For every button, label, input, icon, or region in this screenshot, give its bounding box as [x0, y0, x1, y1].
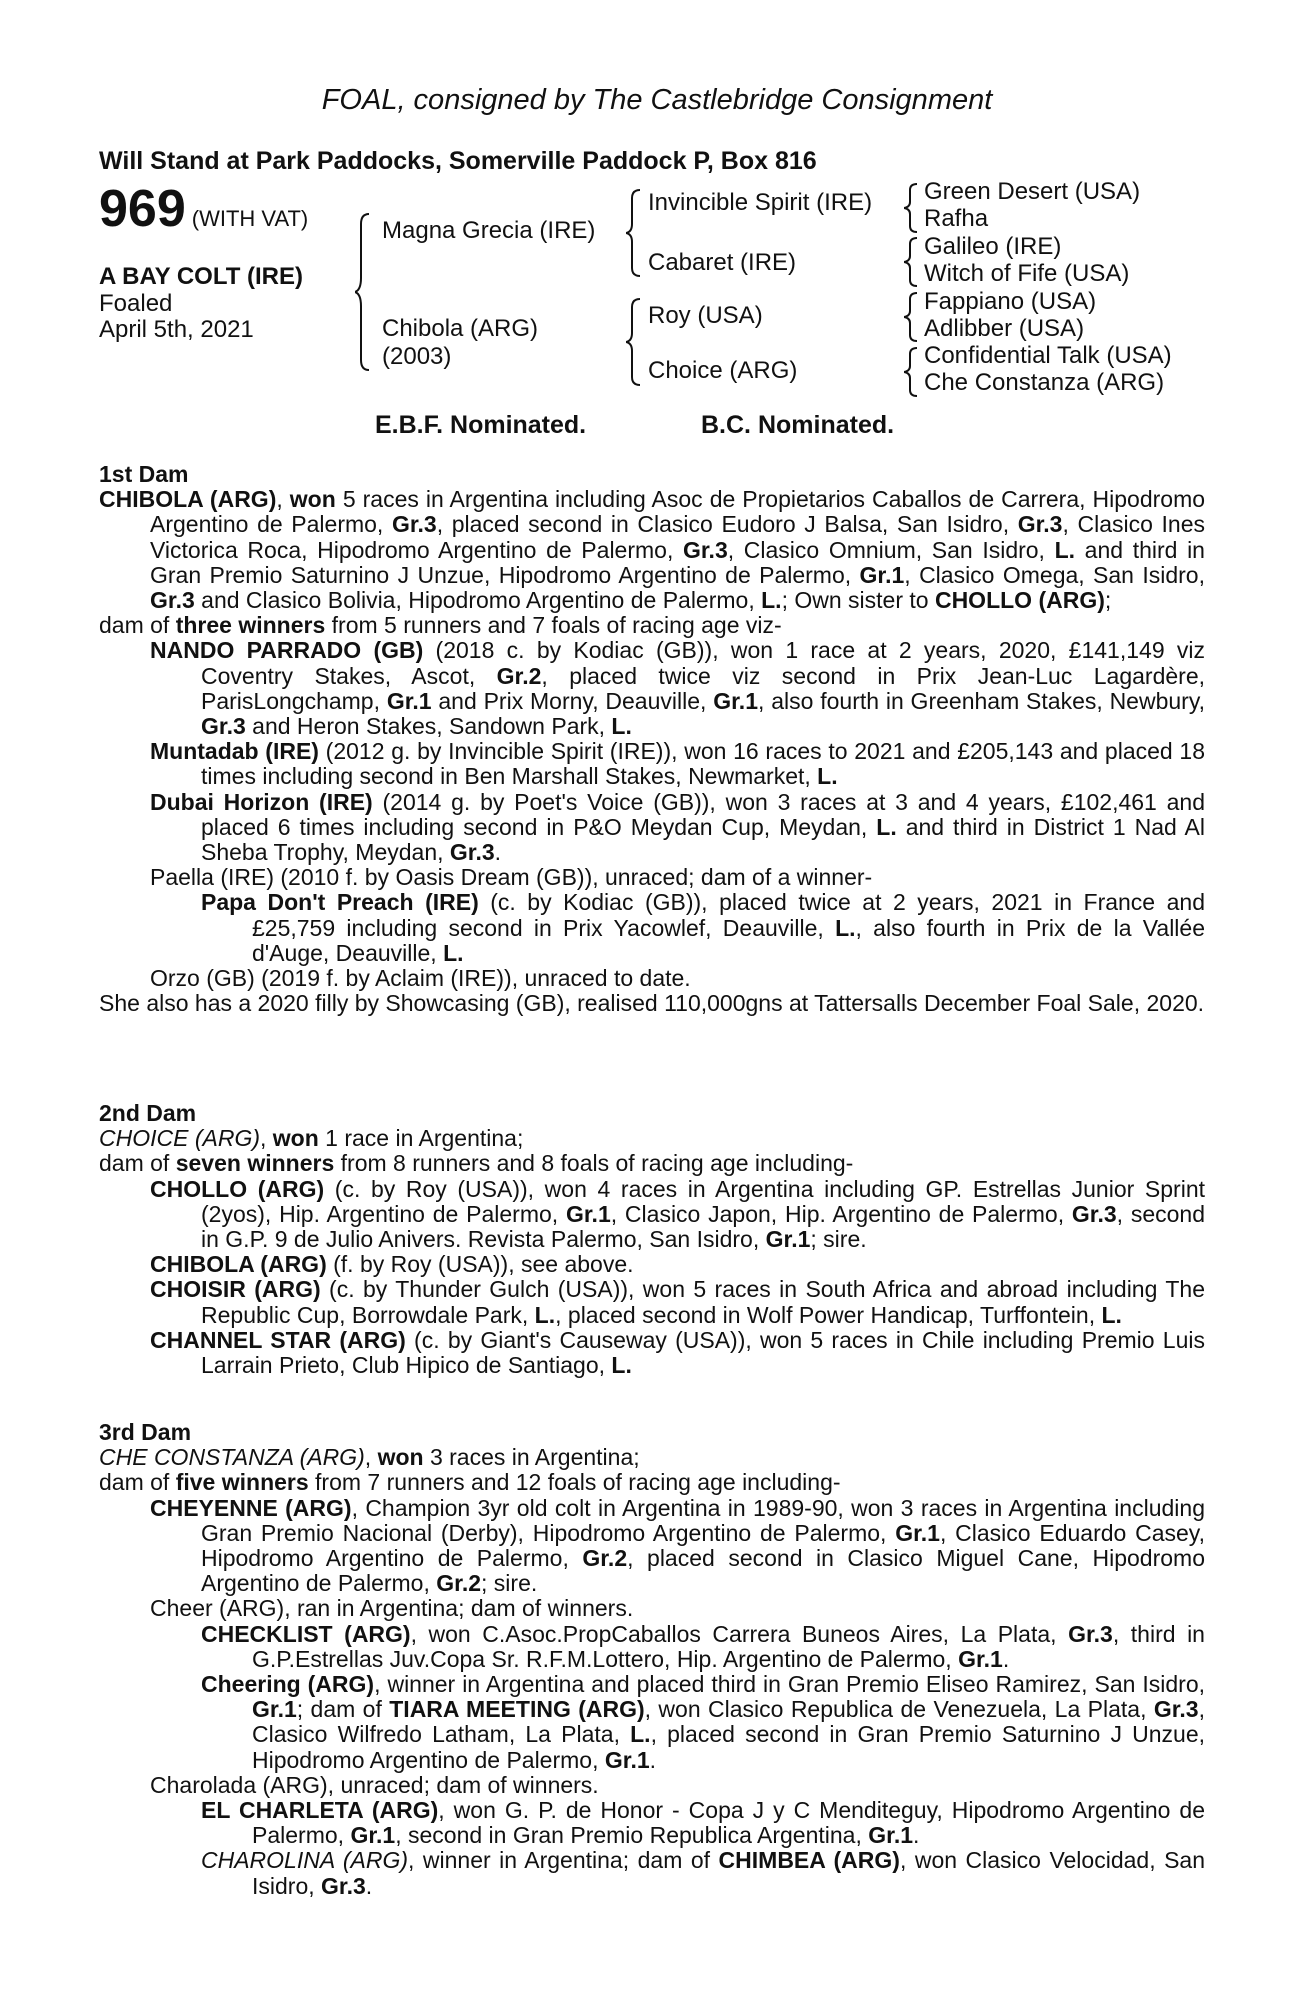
text-run: from 8 runners and 8 foals of racing age including-	[334, 1150, 854, 1177]
text-run: and Prix Morny, Deauville,	[431, 687, 714, 714]
stand-location: Will Stand at Park Paddocks, Somerville Paddock P, Box 816	[99, 147, 817, 175]
pedigree-brace-g3	[904, 291, 920, 343]
text-run: from 7 runners and 12 foals of racing age including-	[308, 1469, 841, 1496]
text-run: , also fourth in Greenham Stakes, Newbury,	[758, 687, 1206, 714]
bold-run: Gr.1	[859, 561, 905, 588]
section-heading: 1st Dam	[99, 461, 189, 487]
text-run: , second in G.P. 9 de Julio Anivers. Revista Palermo, San Isidro,	[201, 1200, 1206, 1253]
bold-run: Gr.1	[565, 1200, 611, 1227]
bold-run: CHIBOLA (ARG)	[99, 486, 277, 513]
text-run: 3 races in Argentina;	[423, 1444, 640, 1471]
pedigree-sire-dam: Cabaret (IRE)	[648, 249, 797, 276]
produce-entry	[99, 890, 1205, 966]
section-heading: 2nd Dam	[99, 1100, 197, 1126]
dam-summary	[99, 1126, 1205, 1151]
text-run: ; sire.	[481, 1570, 538, 1597]
bold-run: L.	[630, 1721, 651, 1748]
italic-run: CHOICE (ARG)	[99, 1125, 260, 1152]
bold-run: won	[289, 486, 336, 513]
text-run: , Clasico Wilfredo Latham, La Plata,	[252, 1696, 1205, 1748]
text-run: (2012 g. by Invincible Spirit (IRE)), won 16 races to 2021 and £205,143 and placed 18 times including second in Ben Marshall Stakes, Newmarket,	[201, 738, 1205, 790]
bold-run: Gr.1	[713, 687, 758, 714]
pedigree-g-sds: Galileo (IRE)	[924, 233, 1062, 260]
bold-run: Gr.1	[958, 1645, 1003, 1672]
text-run: .	[1002, 1645, 1010, 1672]
text-run: Charolada (ARG), unraced; dam of winners.	[150, 1771, 599, 1798]
pedigree-brace-g1	[904, 182, 920, 234]
text-run: .	[365, 1872, 373, 1899]
lot-number: 969	[99, 180, 186, 238]
text-run: Paella (IRE) (2010 f. by Oasis Dream (GB)), unraced; dam of a winner-	[150, 864, 873, 891]
pedigree-dam-year: (2003)	[382, 343, 452, 370]
additional-note	[99, 991, 1205, 1016]
bold-run: CHOLLO (ARG)	[934, 587, 1105, 614]
pedigree-brace-g4	[904, 346, 920, 398]
text-run: ,	[364, 1444, 378, 1471]
text-run: ,	[260, 1125, 273, 1152]
bold-run: CHEYENNE (ARG)	[150, 1494, 352, 1521]
bold-run: L.	[835, 914, 856, 941]
text-run: , Clasico Ines Victorica Roca, Hipodromo Argentino de Palermo,	[150, 511, 1205, 563]
text-run: from 5 runners and 7 foals of racing age viz-	[325, 612, 782, 639]
pedigree-sire: Magna Grecia (IRE)	[382, 217, 596, 244]
bold-run: won	[272, 1125, 319, 1152]
text-run: ,	[276, 486, 290, 513]
bold-run: L.	[534, 1301, 556, 1328]
produce-entry	[99, 638, 1205, 739]
pedigree-dam-sire: Roy (USA)	[648, 302, 763, 329]
produce-entry	[99, 1773, 1205, 1798]
bold-run: Gr.3	[321, 1872, 366, 1899]
bold-run: L.	[611, 713, 632, 740]
text-run: , placed second in Wolf Power Handicap, Turffontein,	[555, 1301, 1102, 1328]
produce-entry	[99, 1277, 1205, 1327]
lot-block	[99, 180, 309, 238]
text-run: , third in G.P.Estrellas Juv.Copa Sr. R.F.M.Lottero, Hip. Argentino de Palermo,	[252, 1620, 1205, 1672]
bold-run: Gr.2	[582, 1545, 628, 1572]
text-run: She also has a 2020 filly by Showcasing (GB), realised 110,000gns at Tattersalls December Foal Sale, 2020.	[99, 990, 1205, 1017]
pedigree-g-ddd: Che Constanza (ARG)	[924, 369, 1165, 396]
bold-run: Gr.1	[895, 1519, 940, 1546]
text-run: , won C.Asoc.PropCaballos Carrera Buneos Aires, La Plata,	[410, 1620, 1069, 1647]
vat-label: (WITH VAT)	[191, 206, 309, 231]
text-run: (c. by Kodiac (GB)), placed twice at 2 years, 2021 in France and £25,759 including second in Prix Yacowlef, Deauville,	[252, 889, 1205, 941]
pedigree-g-ssd: Rafha	[924, 205, 989, 232]
produce-entry	[99, 1177, 1205, 1253]
bold-run: Gr.3	[1153, 1696, 1199, 1723]
text-run: , placed second in Clasico Miguel Cane, Hipodromo Argentino de Palermo,	[201, 1545, 1205, 1597]
bold-run: Gr.1	[386, 687, 432, 714]
text-run: and third in Gran Premio Saturnino J Unzue, Hipodromo Argentino de Palermo,	[150, 536, 1205, 588]
bold-run: Gr.1	[604, 1746, 650, 1773]
text-run: dam of	[99, 612, 176, 639]
pedigree-g-dsd: Adlibber (USA)	[924, 315, 1085, 342]
text-run: , winner in Argentina and placed third in Gran Premio Eliseo Ramirez, San Isidro,	[374, 1671, 1206, 1698]
bold-run: Gr.3	[682, 536, 728, 563]
text-run: (2014 g. by Poet's Voice (GB)), won 3 races at 3 and 4 years, £102,461 and placed 6 times including second in P&O Meydan Cup, Meydan,	[201, 788, 1205, 840]
bold-run: L.	[443, 939, 464, 966]
text-run: dam of	[99, 1469, 176, 1496]
text-run: and Clasico Bolivia, Hipodromo Argentino de Palermo,	[194, 587, 762, 614]
text-run: ; Own sister to	[781, 587, 935, 614]
bold-run: CHIBOLA (ARG)	[150, 1251, 327, 1278]
pedigree-g-dds: Confidential Talk (USA)	[924, 342, 1172, 369]
produce-entry	[99, 1622, 1205, 1672]
text-run: , Champion 3yr old colt in Argentina in 1989-90, won 3 races in Argentina including Gran Premio Nacional (Derby), Hipodromo Argentino de Palermo,	[201, 1494, 1205, 1546]
text-run: 5 races in Argentina including Asoc de Propietarios Caballos de Carrera, Hipodromo Argentino de Palermo,	[150, 486, 1206, 538]
dam-of-line	[99, 1470, 1205, 1495]
produce-entry	[99, 1328, 1205, 1378]
bold-run: CHIMBEA (ARG)	[718, 1847, 900, 1874]
produce-entry	[99, 966, 1205, 991]
horse-description: A BAY COLT (IRE)	[99, 263, 304, 290]
bold-run: Gr.1	[350, 1822, 396, 1849]
bold-run: Gr.1	[765, 1226, 811, 1253]
dam-of-line	[99, 613, 1205, 638]
bold-run: Gr.3	[150, 587, 195, 614]
pedigree-sire-sire: Invincible Spirit (IRE)	[648, 189, 873, 216]
text-run: Orzo (GB) (2019 f. by Aclaim (IRE)), unraced to date.	[150, 965, 691, 992]
bold-run: L.	[1054, 536, 1076, 563]
bold-run: L.	[876, 813, 897, 840]
bold-run: three winners	[175, 612, 326, 639]
bold-run: Gr.1	[252, 1696, 297, 1723]
bold-run: Papa Don't Preach (IRE)	[201, 889, 479, 916]
text-run: , second in Gran Premio Republica Argentina,	[395, 1822, 869, 1849]
pedigree-brace-sire	[626, 188, 644, 278]
bold-run: Gr.3	[1071, 1200, 1117, 1227]
produce-entry	[99, 1496, 1205, 1597]
bold-run: L.	[611, 1352, 632, 1379]
produce-entry	[99, 739, 1205, 789]
bold-run: five winners	[175, 1469, 309, 1496]
bold-run: Gr.2	[496, 662, 542, 689]
text-run: , Clasico Omnium, San Isidro,	[727, 536, 1055, 563]
bold-run: Muntadab (IRE)	[150, 738, 319, 765]
text-run: , also fourth in Prix de la Vallée d'Auge, Deauville,	[252, 914, 1205, 966]
text-run: , won G. P. de Honor - Copa J y C Menditeguy, Hipodromo Argentino de Palermo,	[252, 1797, 1205, 1849]
bold-run: L.	[761, 587, 782, 614]
text-run: ; sire.	[810, 1226, 867, 1253]
foaled-date: April 5th, 2021	[99, 316, 254, 343]
text-run: , Clasico Japon, Hip. Argentino de Palermo,	[610, 1200, 1072, 1227]
bold-run: Gr.2	[436, 1570, 482, 1597]
italic-run: CHE CONSTANZA (ARG)	[99, 1444, 365, 1471]
text-run: , winner in Argentina; dam of	[408, 1847, 719, 1874]
produce-entry	[99, 790, 1205, 866]
ebf-nomination: E.B.F. Nominated.	[375, 411, 587, 439]
bold-run: Gr.3	[1068, 1620, 1113, 1647]
text-run: ;	[1104, 587, 1112, 614]
text-run: dam of	[99, 1150, 176, 1177]
produce-entry	[99, 1252, 1205, 1277]
second-dam-section	[99, 1101, 1205, 1378]
text-run: , Clasico Omega, San Isidro,	[904, 561, 1205, 588]
bold-run: Cheering (ARG)	[201, 1671, 375, 1698]
pedigree-dam-dam: Choice (ARG)	[648, 357, 798, 384]
text-run: 1 race in Argentina;	[318, 1125, 524, 1152]
text-run: (f. by Roy (USA)), see above.	[326, 1251, 634, 1278]
bold-run: Gr.3	[201, 713, 246, 740]
page-title: FOAL, consigned by The Castlebridge Consignment	[321, 84, 993, 116]
bold-run: won	[377, 1444, 424, 1471]
pedigree-g-sss: Green Desert (USA)	[924, 178, 1141, 205]
dam-of-line	[99, 1151, 1205, 1176]
bold-run: seven winners	[175, 1150, 335, 1177]
produce-entry	[99, 1798, 1205, 1848]
pedigree-g-sdd: Witch of Fife (USA)	[924, 260, 1130, 287]
foaled-label: Foaled	[99, 290, 173, 317]
bold-run: CHOISIR (ARG)	[150, 1276, 321, 1303]
text-run: Cheer (ARG), ran in Argentina; dam of winners.	[150, 1595, 634, 1622]
bold-run: CHECKLIST (ARG)	[201, 1620, 411, 1647]
bold-run: L.	[817, 763, 838, 790]
text-run: (c. by Giant's Causeway (USA)), won 5 races in Chile including Premio Luis Larrain Prieto, Club Hipico de Santiago,	[201, 1326, 1205, 1379]
bold-run: L.	[1101, 1301, 1122, 1328]
bold-run: Gr.1	[868, 1822, 914, 1849]
bold-run: CHOLLO (ARG)	[150, 1175, 325, 1202]
text-run: (c. by Thunder Gulch (USA)), won 5 races in South Africa and abroad including The Republic Cup, Borrowdale Park,	[201, 1276, 1205, 1328]
text-run: and third in District 1 Nad Al Sheba Trophy, Meydan,	[201, 813, 1205, 866]
text-run: , placed second in Clasico Eudoro J Balsa, San Isidro,	[436, 511, 1018, 538]
bold-run: Gr.3	[1017, 511, 1063, 538]
text-run: and Heron Stakes, Sandown Park,	[245, 713, 612, 740]
text-run: .	[494, 839, 502, 866]
bold-run: Gr.3	[449, 839, 495, 866]
produce-entry	[99, 1848, 1205, 1898]
text-run: (c. by Roy (USA)), won 4 races in Argentina including GP. Estrellas Junior Sprint (2yos), Hip. Argentino de Palermo,	[201, 1175, 1205, 1227]
text-run: .	[649, 1746, 657, 1773]
produce-entry	[99, 1596, 1205, 1621]
bold-run: NANDO PARRADO (GB)	[150, 637, 424, 664]
text-run: , won Clasico Republica de Venezuela, La Plata,	[644, 1696, 1154, 1723]
bold-run: CHANNEL STAR (ARG)	[150, 1326, 406, 1353]
pedigree-brace-g2	[904, 236, 920, 288]
dam-summary	[99, 1445, 1205, 1470]
text-run: ; dam of	[296, 1696, 390, 1723]
bold-run: EL CHARLETA (ARG)	[201, 1797, 439, 1824]
bold-run: Dubai Horizon (IRE)	[150, 788, 373, 815]
foaled-info	[99, 291, 254, 343]
first-dam-section	[99, 462, 1205, 1016]
bold-run: Gr.3	[391, 511, 437, 538]
text-run: , placed twice viz second in Prix Jean-Luc Lagardère, ParisLongchamp,	[201, 662, 1206, 714]
bc-nomination: B.C. Nominated.	[701, 411, 895, 439]
bold-run: TIARA MEETING (ARG)	[389, 1696, 645, 1723]
text-run: , placed second in Gran Premio Saturnino J Unzue, Hipodromo Argentino de Palermo,	[252, 1721, 1205, 1773]
dam-summary	[99, 487, 1205, 613]
produce-entry	[99, 865, 1205, 890]
text-run: (2018 c. by Kodiac (GB)), won 1 race at 2 years, 2020, £141,149 viz Coventry Stakes, Ascot,	[201, 637, 1205, 689]
third-dam-section	[99, 1420, 1205, 1899]
text-run: , Clasico Eduardo Casey, Hipodromo Argentino de Palermo,	[201, 1519, 1205, 1572]
text-run: .	[913, 1822, 920, 1849]
italic-run: CHAROLINA (ARG)	[201, 1847, 408, 1874]
section-heading: 3rd Dam	[99, 1419, 192, 1445]
text-run: , won Clasico Velocidad, San Isidro,	[252, 1847, 1206, 1899]
pedigree-dam: Chibola (ARG)	[382, 315, 539, 342]
pedigree-g-dss: Fappiano (USA)	[924, 288, 1097, 315]
pedigree-brace-dam	[626, 297, 644, 387]
produce-entry	[99, 1672, 1205, 1773]
pedigree-brace-main	[355, 212, 375, 372]
